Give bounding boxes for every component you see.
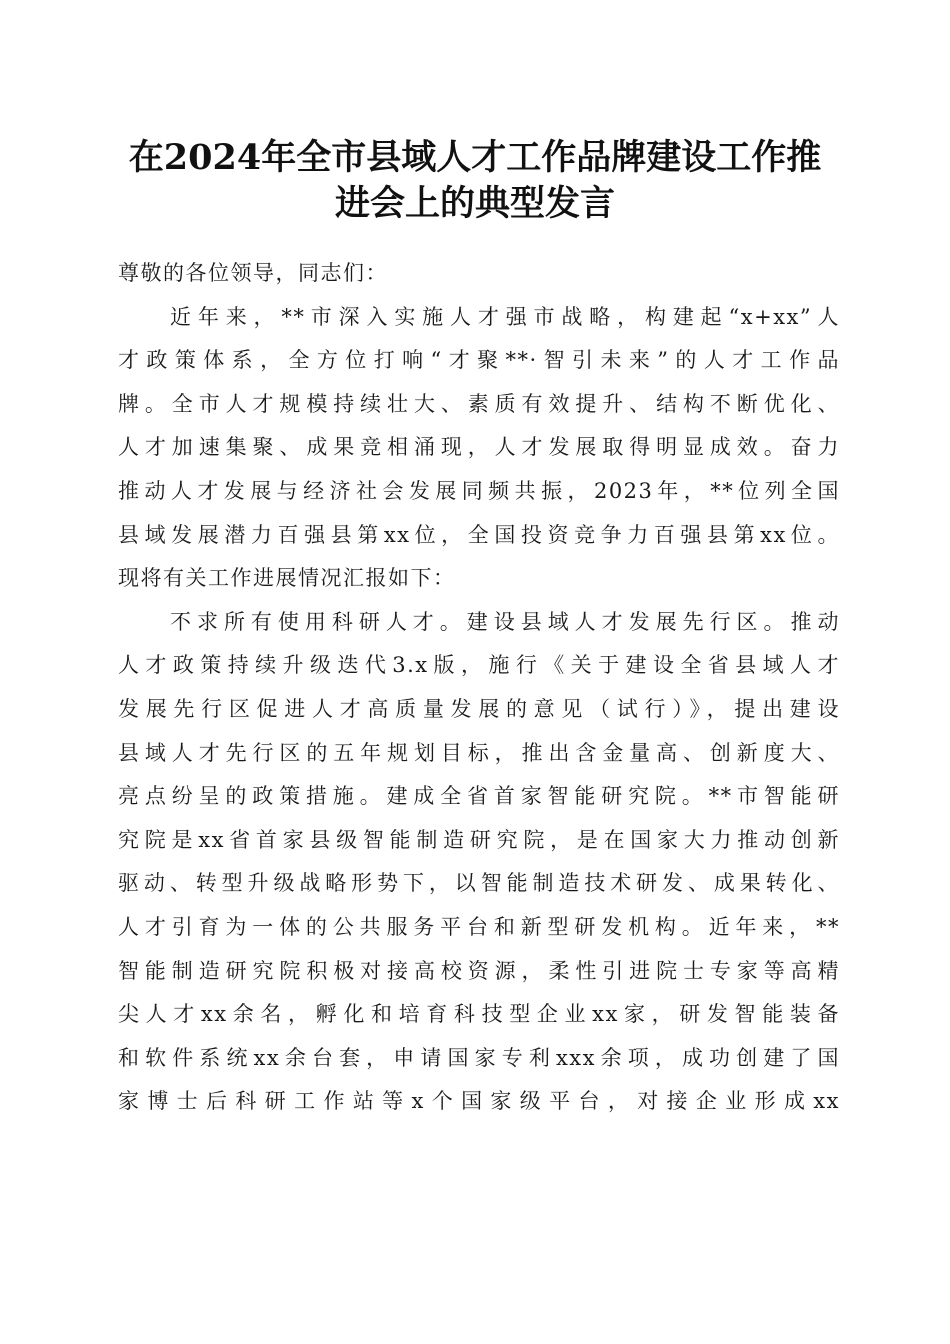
paragraph-2-line: 县域人才先行区的五年规划目标，推出含金量高、创新度大、 [118,740,840,765]
paragraph-2-line: 人才引育为一体的公共服务平台和新型研发机构。近年来，** [118,914,840,939]
paragraph-1-line: 县域发展潜力百强县第xx位，全国投资竞争力百强县第xx位。 [118,522,840,547]
paragraph-2-line: 尖人才xx余名，孵化和培育科技型企业xx家，研发智能装备 [118,1002,840,1027]
paragraph-2-line: 不求所有使用科研人才。建设县域人才发展先行区。推动 [170,609,840,634]
paragraph-1-line: 近年来，**市深入实施人才强市战略，构建起“x+xx”人 [170,304,840,329]
title-line-2: 进会上的典型发言 [334,183,615,224]
paragraph-2-line: 亮点纷呈的政策措施。建成全省首家智能研究院。**市智能研 [118,784,840,809]
paragraph-2-line: 和软件系统xx余台套，申请国家专利xxx余项，成功创建了国 [118,1045,840,1070]
paragraph-1 [118,296,840,601]
paragraph-1-line: 推动人才发展与经济社会发展同频共振，2023年，**位列全国 [118,478,840,503]
paragraph-1-line: 现将有关工作进展情况汇报如下： [118,566,456,591]
paragraph-1-line: 牌。全市人才规模持续壮大、素质有效提升、结构不断优化、 [118,391,840,416]
paragraph-1-line: 人才加速集聚、成果竞相涌现，人才发展取得明显成效。奋力 [118,435,840,460]
title-line-1: 在2024年全市县域人才工作品牌建设工作推 [128,137,822,178]
paragraph-2-line: 究院是xx省首家县级智能制造研究院，是在国家大力推动创新 [118,827,840,852]
paragraph-2 [118,601,840,1124]
document-body [118,252,840,1124]
paragraph-2-line: 家博士后科研工作站等x个国家级平台，对接企业形成xx [118,1089,840,1114]
salutation: 尊敬的各位领导，同志们： [118,261,388,285]
paragraph-2-line: 驱动、转型升级战略形势下，以智能制造技术研发、成果转化、 [118,871,840,896]
paragraph-2-line: 智能制造研究院积极对接高校资源，柔性引进院士专家等高精 [118,958,840,983]
paragraph-1-line: 才政策体系，全方位打响“才聚**·智引未来”的人才工作品 [118,348,840,373]
paragraph-2-line: 人才政策持续升级迭代3.x版，施行《关于建设全省县域人才 [118,653,840,678]
paragraph-2-line: 发展先行区促进人才高质量发展的意见（试行）》，提出建设 [118,696,840,721]
document-title [100,135,850,227]
